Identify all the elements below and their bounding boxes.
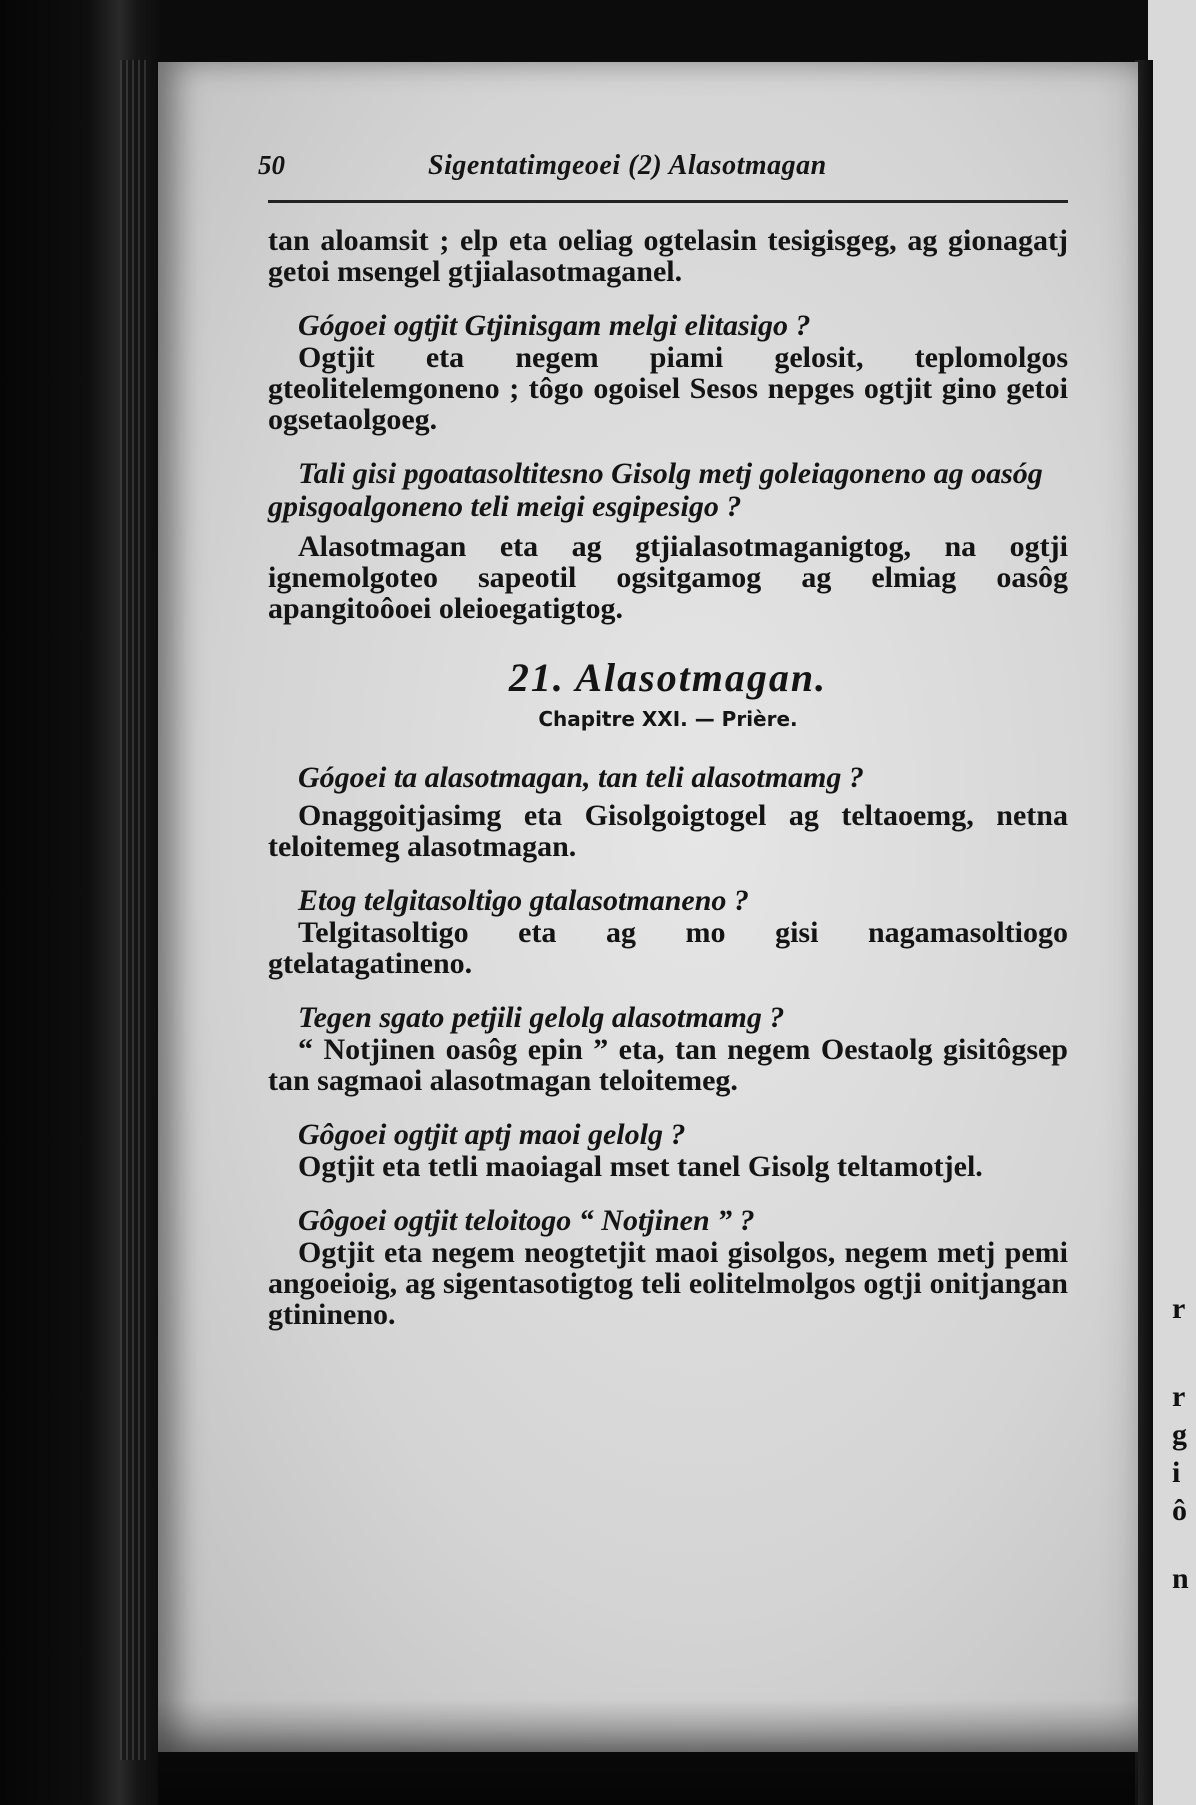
question: Tegen sgato petjili gelolg alasotmamg ?	[298, 1001, 785, 1034]
question: Gôgoei ogtjit teloitogo “ Notjinen ” ?	[298, 1204, 755, 1237]
question: Etog telgitasoltigo gtalasotmaneno ?	[298, 884, 749, 917]
running-title: Sigentatimgeoei (2) Alasotmagan	[428, 150, 827, 181]
bleed-glyph: ô	[1172, 1494, 1187, 1527]
bleed-glyph: r	[1172, 1380, 1186, 1413]
question: Tali gisi pgoatasoltitesno Gisolg metj goleiagoneno ag oasóg gpisgoalgoneno teli meigi esgipesigo ?	[268, 457, 1043, 523]
paragraph: Ogtjit eta negem neogtetjit maoi gisolgos, negem metj pemi angoeioig, ag sigentasotigtog teli eolitelmolgos ogtji onitjangan gtinineno.	[268, 1236, 1068, 1331]
question: Gógoei ta alasotmagan, tan teli alasotmamg ?	[298, 761, 864, 794]
paragraph: Onaggoitjasimg eta Gisolgoigtogel ag teltaoemg, netna teloitemeg alasotmagan.	[268, 799, 1068, 863]
paragraph: Ogtjit eta negem piami gelosit, teplomolgos gteolitelemgoneno ; tôgo ogoisel Sesos nepges ogtjit gino getoi ogsetaolgoeg.	[268, 341, 1068, 436]
paragraph: Ogtjit eta tetli maoiagal mset tanel Gisolg teltamotjel.	[298, 1150, 983, 1183]
chapter-subtitle: Chapitre XXI. — Prière.	[538, 707, 798, 731]
paragraph: Alasotmagan eta ag gtjialasotmaganigtog, na ogtji ignemolgoteo sapeotil ogsitgamog ag elmiag oasôg apangitoôoei oleioegatigtog.	[268, 530, 1068, 625]
paragraph: “ Notjinen oasôg epin ” eta, tan negem Oestaolg gisitôgsep tan sagmaoi alasotmagan teloitemeg.	[268, 1033, 1068, 1097]
bleed-glyph: r	[1172, 1292, 1186, 1325]
page-number: 50	[258, 150, 285, 180]
book-spine-edge	[120, 60, 146, 1760]
paragraph: Telgitasoltigo eta ag mo gisi nagamasoltiogo gtelatagatineno.	[268, 916, 1068, 980]
facing-page-bleed	[1172, 1290, 1196, 1598]
chapter-title: 21. Alasotmagan.	[508, 655, 828, 700]
page-text	[258, 140, 1068, 1331]
bleed-glyph: g	[1172, 1418, 1187, 1451]
bleed-glyph: i	[1172, 1456, 1181, 1489]
running-head	[258, 140, 1068, 203]
question: Gôgoei ogtjit aptj maoi gelolg ?	[298, 1118, 686, 1151]
paragraph: tan aloamsit ; elp eta oeliag ogtelasin tesigisgeg, ag gionagatj getoi msengel gtjialasotmaganel.	[268, 224, 1068, 288]
bleed-glyph: n	[1172, 1562, 1189, 1595]
page-bottom-shadow	[158, 1700, 1138, 1805]
question: Gógoei ogtjit Gtjinisgam melgi elitasigo ?	[298, 309, 811, 342]
